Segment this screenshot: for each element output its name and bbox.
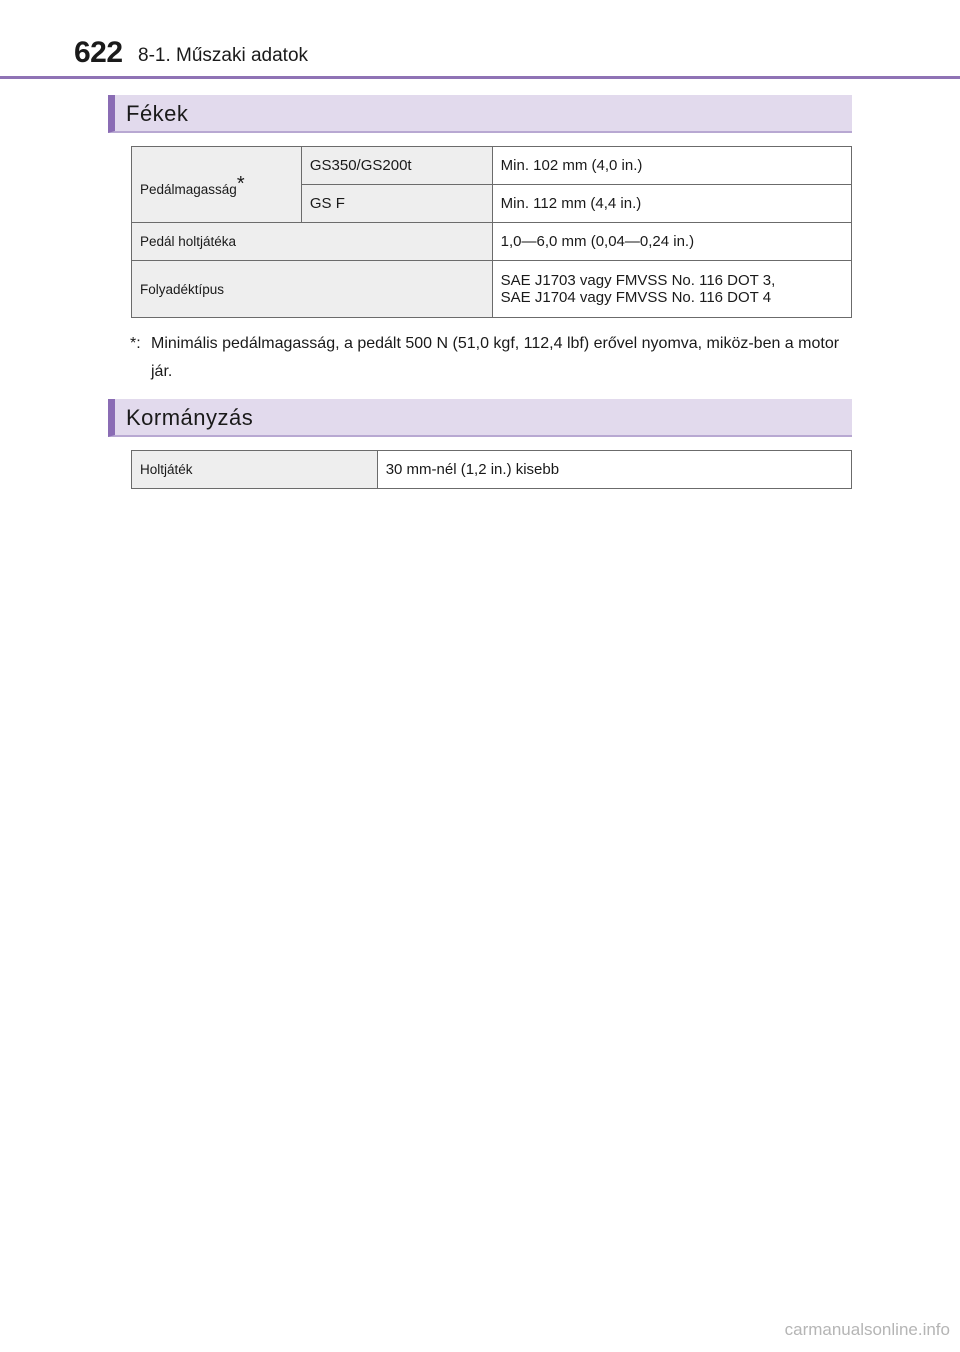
pedal-height-label-cell [132, 147, 302, 223]
section-heading-brakes [108, 95, 852, 133]
fluid-type-label: Folyadéktípus [132, 261, 493, 318]
header-divider [0, 76, 960, 79]
steering-free-play-label: Holtjáték [132, 451, 378, 489]
section-title-steering: Kormányzás [126, 405, 254, 430]
pedal-height-value-gsf: Min. 112 mm (4,4 in.) [492, 185, 851, 223]
chapter-title: 8-1. Műszaki adatok [138, 45, 309, 66]
steering-free-play-value: 30 mm-nél (1,2 in.) kisebb [377, 451, 851, 489]
watermark: carmanualsonline.info [784, 1320, 950, 1339]
footnote-mark: *: [130, 335, 141, 352]
section-heading-steering [108, 399, 852, 437]
model-gs350-cell: GS350/GS200t [301, 147, 492, 185]
steering-spec-table [131, 450, 852, 489]
footnote-text: Minimális pedálmagasság, a pedált 500 N (51,0 kgf, 112,4 lbf) erővel nyomva, miköz-ben a motor jár. [151, 335, 840, 380]
footnote-marker: * [236, 172, 245, 195]
table-row [132, 451, 852, 489]
pedal-free-play-value: 1,0—6,0 mm (0,04—0,24 in.) [492, 223, 851, 261]
table-row [132, 223, 852, 261]
page-header [0, 0, 960, 80]
page-number: 622 [74, 36, 123, 69]
pedal-free-play-label: Pedál holtjátéka [132, 223, 493, 261]
fluid-type-value-line-1: SAE J1703 vagy FMVSS No. 116 DOT 3, [500, 272, 776, 289]
table-row [132, 261, 852, 318]
pedal-height-label: Pedálmagasság [140, 181, 237, 197]
fluid-type-value-cell [492, 261, 851, 318]
model-gsf-cell: GS F [301, 185, 492, 223]
table-row [132, 147, 852, 185]
section-title-brakes: Fékek [126, 101, 189, 126]
fluid-type-value-line-2: SAE J1704 vagy FMVSS No. 116 DOT 4 [500, 289, 772, 306]
brakes-spec-table [131, 146, 852, 318]
pedal-height-value-gs350: Min. 102 mm (4,0 in.) [492, 147, 851, 185]
